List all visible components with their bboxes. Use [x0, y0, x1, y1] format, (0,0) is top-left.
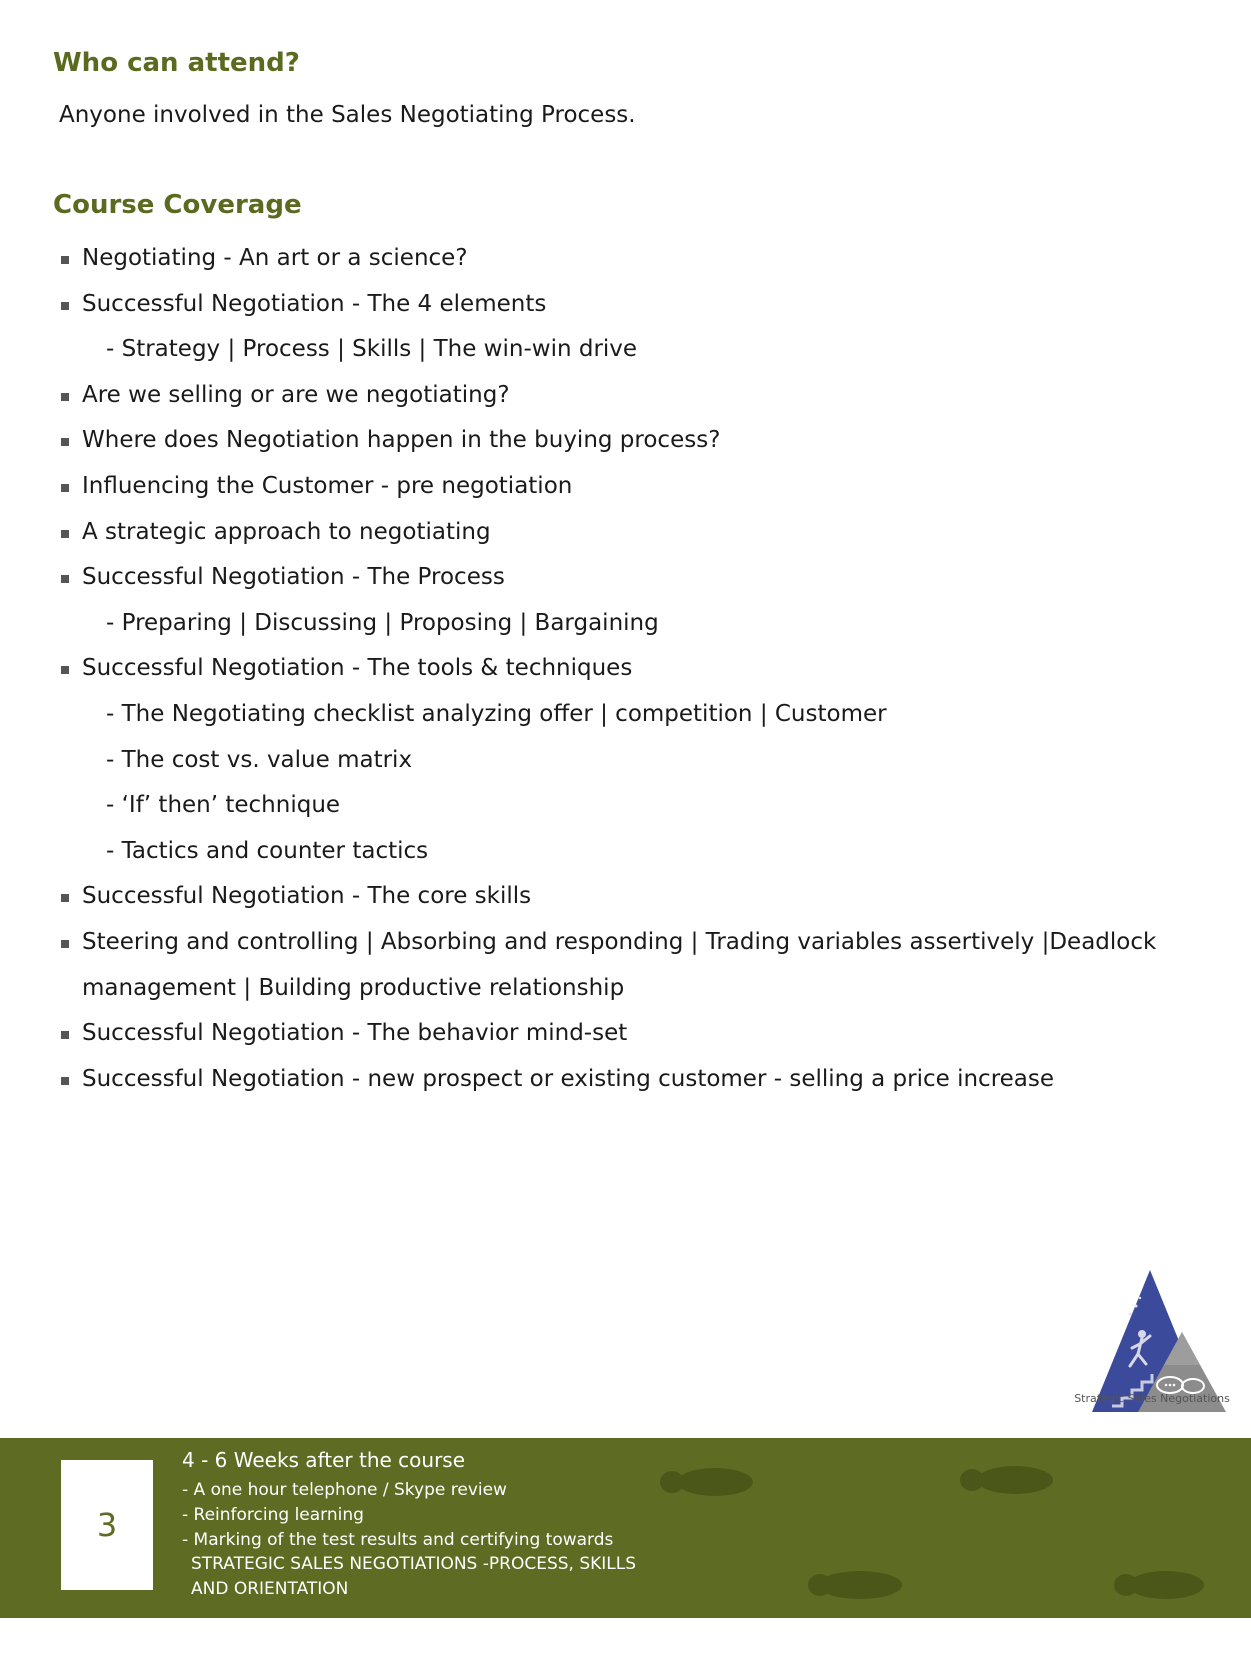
coverage-item: Successful Negotiation - new prospect or existing customer - selling a price increase [82, 1066, 1055, 1092]
footprint-icon [1128, 1571, 1204, 1599]
bullet-square-icon [61, 1031, 69, 1039]
coverage-item-continuation: management | Building productive relationship [82, 975, 625, 1001]
bullet-square-icon [61, 940, 69, 948]
coverage-item: A strategic approach to negotiating [82, 519, 491, 545]
footer-line: - A one hour telephone / Skype review [182, 1480, 507, 1500]
footer-line: AND ORIENTATION [191, 1579, 349, 1599]
footprint-icon [977, 1466, 1053, 1494]
coverage-item: Negotiating - An art or a science? [82, 245, 468, 271]
coverage-subitem: - The Negotiating checklist analyzing offer | competition | Customer [106, 701, 887, 727]
bullet-square-icon [61, 302, 69, 310]
footprint-icon [677, 1468, 753, 1496]
coverage-item: Are we selling or are we negotiating? [82, 382, 510, 408]
who-can-attend-heading: Who can attend? [53, 48, 300, 78]
bullet-square-icon [61, 393, 69, 401]
footer-line: - Marking of the test results and certifying towards [182, 1530, 614, 1550]
coverage-subitem: - ‘If’ then’ technique [106, 792, 341, 818]
coverage-subitem: - The cost vs. value matrix [106, 747, 413, 773]
footer-title: 4 - 6 Weeks after the course [182, 1448, 466, 1472]
bullet-square-icon [61, 666, 69, 674]
footer-line: STRATEGIC SALES NEGOTIATIONS -PROCESS, SKILLS [191, 1554, 637, 1574]
coverage-subitem: - Tactics and counter tactics [106, 838, 429, 864]
coverage-item: Successful Negotiation - The tools & techniques [82, 655, 633, 681]
bullet-square-icon [61, 484, 69, 492]
course-coverage-heading: Course Coverage [53, 190, 302, 220]
coverage-item: Steering and controlling | Absorbing and responding | Trading variables assertively |Deadlock [82, 929, 1157, 955]
bullet-square-icon [61, 575, 69, 583]
who-can-attend-text: Anyone involved in the Sales Negotiating Process. [59, 102, 636, 128]
footer-line: - Reinforcing learning [182, 1505, 364, 1525]
coverage-subitem: - Preparing | Discussing | Proposing | Bargaining [106, 610, 659, 636]
page-number-box [61, 1460, 153, 1590]
bullet-square-icon [61, 894, 69, 902]
coverage-item: Successful Negotiation - The behavior mind-set [82, 1020, 628, 1046]
logo-caption: Strategic Sales Negotiations [1074, 1392, 1230, 1405]
coverage-item: Influencing the Customer - pre negotiation [82, 473, 573, 499]
bullet-square-icon [61, 1077, 69, 1085]
page-number: 3 [96, 1506, 118, 1544]
coverage-item: Where does Negotiation happen in the buying process? [82, 427, 721, 453]
bullet-square-icon [61, 438, 69, 446]
bullet-square-icon [61, 530, 69, 538]
coverage-item: Successful Negotiation - The core skills [82, 883, 532, 909]
coverage-subitem: - Strategy | Process | Skills | The win-win drive [106, 336, 638, 362]
coverage-item: Successful Negotiation - The Process [82, 564, 505, 590]
coverage-item: Successful Negotiation - The 4 elements [82, 291, 547, 317]
footer-band [0, 1438, 1251, 1618]
bullet-square-icon [61, 256, 69, 264]
